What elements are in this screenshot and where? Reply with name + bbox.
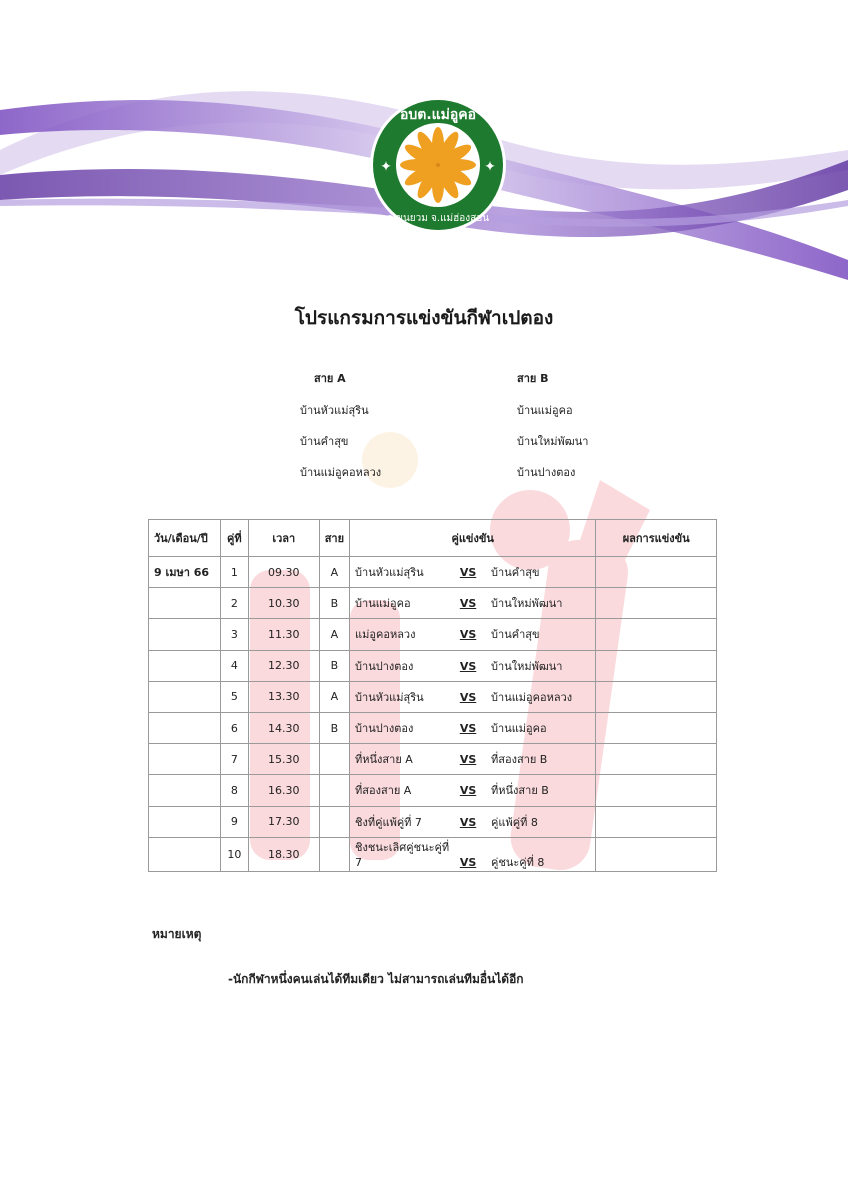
table-row <box>149 619 717 650</box>
cell-date <box>149 712 221 743</box>
team-b: คู่ชนะคู่ที่ 8 <box>491 855 545 869</box>
cell-opponents <box>350 619 596 650</box>
cell-opponents <box>350 837 596 871</box>
team-b: บ้านคำสุข <box>491 566 540 580</box>
cell-group: A <box>319 619 349 650</box>
cell-time: 18.30 <box>248 837 319 871</box>
cell-date: 9 เมษา 66 <box>149 557 221 588</box>
cell-time: 10.30 <box>248 588 319 619</box>
cell-time: 11.30 <box>248 619 319 650</box>
group-a-team: บ้านหัวแม่สุริน <box>300 404 369 417</box>
vs-label: VS <box>459 597 477 611</box>
header-time: เวลา <box>248 520 319 557</box>
table-row <box>149 650 717 681</box>
vs-label: VS <box>459 855 477 869</box>
logo-bottom-text: อ.ขุนยวม จ.แม่ฮ่องสอน <box>386 213 490 224</box>
team-b: บ้านแม่อูคอหลวง <box>491 690 573 704</box>
cell-match-no: 9 <box>220 806 248 837</box>
team-b: บ้านคำสุข <box>491 628 540 642</box>
cell-date <box>149 744 221 775</box>
header-date: วัน/เดือน/ปี <box>149 520 221 557</box>
cell-opponents <box>350 650 596 681</box>
cell-opponents <box>350 712 596 743</box>
cell-time: 17.30 <box>248 806 319 837</box>
team-b: คู่แพ้คู่ที่ 8 <box>491 815 538 829</box>
team-a: ชิงที่คู่แพ้คู่ที่ 7 <box>355 815 422 829</box>
cell-date <box>149 775 221 806</box>
header-match-no: คู่ที่ <box>220 520 248 557</box>
cell-time: 12.30 <box>248 650 319 681</box>
cell-group: B <box>319 650 349 681</box>
logo-top-text: อบต.แม่อูคอ <box>399 107 477 123</box>
cell-time: 09.30 <box>248 557 319 588</box>
table-row <box>149 588 717 619</box>
cell-group: B <box>319 712 349 743</box>
cell-result <box>596 588 717 619</box>
vs-label: VS <box>459 628 477 642</box>
group-a-heading: สาย A <box>314 372 346 385</box>
table-row <box>149 775 717 806</box>
team-a: บ้านปางตอง <box>355 722 414 736</box>
team-b: ที่หนึ่งสาย B <box>491 784 549 798</box>
schedule-table <box>148 519 717 872</box>
group-b-team: บ้านปางตอง <box>517 466 576 479</box>
cell-match-no: 3 <box>220 619 248 650</box>
page-title: โปรแกรมการแข่งขันกีฬาเปตอง <box>294 307 554 329</box>
cell-opponents <box>350 557 596 588</box>
team-b: ที่สองสาย B <box>491 753 548 767</box>
vs-label: VS <box>459 659 477 673</box>
vs-label: VS <box>459 566 477 580</box>
cell-opponents <box>350 588 596 619</box>
cell-match-no: 7 <box>220 744 248 775</box>
cell-group <box>319 744 349 775</box>
team-a: บ้านหัวแม่สุริน <box>355 566 424 580</box>
cell-match-no: 1 <box>220 557 248 588</box>
team-a: ที่สองสาย A <box>355 784 412 798</box>
team-a: บ้านหัวแม่สุริน <box>355 690 424 704</box>
cell-time: 16.30 <box>248 775 319 806</box>
cell-result <box>596 681 717 712</box>
group-b-team: บ้านแม่อูคอ <box>517 404 573 417</box>
group-b-heading: สาย B <box>517 372 549 385</box>
cell-result <box>596 557 717 588</box>
header-result: ผลการแข่งขัน <box>596 520 717 557</box>
star-icon: ✦ <box>484 159 496 175</box>
cell-result <box>596 744 717 775</box>
cell-group <box>319 775 349 806</box>
cell-opponents <box>350 744 596 775</box>
cell-date <box>149 681 221 712</box>
vs-label: VS <box>459 815 477 829</box>
group-a-team: บ้านคำสุข <box>300 435 349 448</box>
star-icon: ✦ <box>380 159 392 175</box>
team-a: บ้านแม่อูคอ <box>355 597 411 611</box>
header-opponents: คู่แข่งขัน <box>350 520 596 557</box>
cell-group <box>319 837 349 871</box>
cell-result <box>596 837 717 871</box>
cell-time: 13.30 <box>248 681 319 712</box>
team-b: บ้านแม่อูคอ <box>491 722 547 736</box>
team-a: แม่อูคอหลวง <box>355 628 416 642</box>
header-wave-banner <box>0 0 848 290</box>
cell-group: B <box>319 588 349 619</box>
vs-label: VS <box>459 722 477 736</box>
vs-label: VS <box>459 690 477 704</box>
cell-group <box>319 806 349 837</box>
cell-result <box>596 712 717 743</box>
team-a: ชิงชนะเลิศคู่ชนะคู่ที่ 7 <box>355 840 450 869</box>
cell-match-no: 10 <box>220 837 248 871</box>
cell-result <box>596 650 717 681</box>
table-row <box>149 744 717 775</box>
note-title: หมายเหตุ <box>152 927 202 941</box>
cell-match-no: 5 <box>220 681 248 712</box>
cell-date <box>149 650 221 681</box>
cell-date <box>149 619 221 650</box>
cell-date <box>149 837 221 871</box>
team-b: บ้านใหม่พัฒนา <box>491 659 563 673</box>
vs-label: VS <box>459 784 477 798</box>
team-a: ที่หนึ่งสาย A <box>355 753 413 767</box>
cell-opponents <box>350 681 596 712</box>
cell-date <box>149 806 221 837</box>
table-row <box>149 806 717 837</box>
note-text: -นักกีฬาหนึ่งคนเล่นได้ทีมเดียว ไม่สามารถเล่นทีมอื่นได้อีก <box>228 972 524 986</box>
cell-result <box>596 619 717 650</box>
team-a: บ้านปางตอง <box>355 659 414 673</box>
header-group: สาย <box>319 520 349 557</box>
logo-seal <box>370 97 506 233</box>
cell-match-no: 4 <box>220 650 248 681</box>
table-row <box>149 681 717 712</box>
cell-result <box>596 806 717 837</box>
cell-opponents <box>350 775 596 806</box>
cell-time: 14.30 <box>248 712 319 743</box>
cell-group: A <box>319 557 349 588</box>
team-b: บ้านใหม่พัฒนา <box>491 597 563 611</box>
cell-match-no: 2 <box>220 588 248 619</box>
group-a-team: บ้านแม่อูคอหลวง <box>300 466 382 479</box>
cell-match-no: 6 <box>220 712 248 743</box>
table-row <box>149 712 717 743</box>
cell-match-no: 8 <box>220 775 248 806</box>
table-row <box>149 837 717 871</box>
vs-label: VS <box>459 753 477 767</box>
cell-result <box>596 775 717 806</box>
schedule-body <box>149 557 717 872</box>
cell-date <box>149 588 221 619</box>
cell-group: A <box>319 681 349 712</box>
cell-opponents <box>350 806 596 837</box>
table-header-row <box>149 520 717 557</box>
table-row <box>149 557 717 588</box>
cell-time: 15.30 <box>248 744 319 775</box>
group-b-team: บ้านใหม่พัฒนา <box>517 435 589 448</box>
